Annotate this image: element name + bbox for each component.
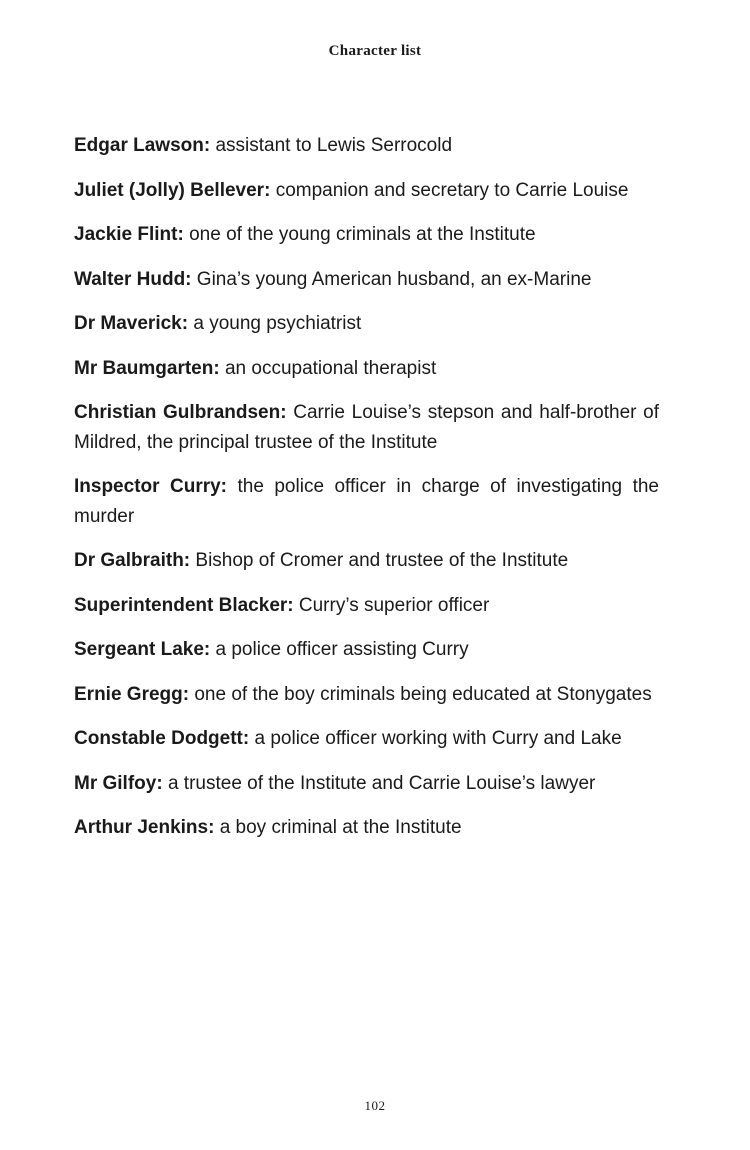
character-entry xyxy=(74,680,659,710)
character-name: Superintendent Blacker: xyxy=(74,594,294,616)
character-entry xyxy=(74,635,659,665)
character-list xyxy=(74,131,659,858)
character-name: Sergeant Lake: xyxy=(74,639,211,660)
character-name: Mr Baumgarten: xyxy=(74,357,220,379)
character-description: assistant to Lewis Serrocold xyxy=(215,135,453,156)
character-entry xyxy=(74,176,659,206)
character-name: Dr Galbraith: xyxy=(74,550,191,571)
character-name: Inspector Curry: xyxy=(74,476,227,497)
character-entry xyxy=(74,309,659,339)
character-name: Arthur Jenkins: xyxy=(74,817,215,838)
character-name: Edgar Lawson: xyxy=(74,135,211,156)
character-entry xyxy=(74,591,659,621)
character-description: one of the boy criminals being educated at Stonygates xyxy=(194,683,652,705)
character-description: Carrie Louise’s stepson and half-brother of Mildred, the principal trustee of the Institute xyxy=(74,402,660,453)
character-entry xyxy=(74,131,659,161)
character-description: Gina’s young American husband, an ex-Marine xyxy=(196,268,592,290)
page-title: Character list xyxy=(328,43,422,59)
character-description: Bishop of Cromer and trustee of the Institute xyxy=(195,550,569,571)
character-name: Walter Hudd: xyxy=(74,268,192,290)
character-name: Mr Gilfoy: xyxy=(74,772,163,794)
character-name: Constable Dodgett: xyxy=(74,728,250,749)
character-name: Juliet (Jolly) Bellever: xyxy=(74,179,271,201)
character-name: Jackie Flint: xyxy=(74,224,184,245)
character-entry xyxy=(74,472,659,531)
character-entry xyxy=(74,724,659,754)
page-number: 102 xyxy=(364,1098,386,1113)
character-description: one of the young criminals at the Institute xyxy=(189,224,536,245)
character-name: Dr Maverick: xyxy=(74,313,189,334)
character-description: a police officer assisting Curry xyxy=(215,639,469,660)
character-description: Curry’s superior officer xyxy=(298,594,490,616)
character-description: a trustee of the Institute and Carrie Louise’s lawyer xyxy=(167,772,596,794)
character-entry xyxy=(74,813,659,843)
character-description: companion and secretary to Carrie Louise xyxy=(275,179,629,201)
character-entry xyxy=(74,546,659,576)
character-entry xyxy=(74,220,659,250)
character-entry xyxy=(74,265,659,295)
character-description: an occupational therapist xyxy=(224,357,437,379)
character-name: Christian Gulbrandsen: xyxy=(74,402,287,423)
character-name: Ernie Gregg: xyxy=(74,683,190,705)
character-description: a boy criminal at the Institute xyxy=(219,817,462,838)
character-entry xyxy=(74,398,659,457)
character-entry xyxy=(74,769,659,799)
character-description: a police officer working with Curry and Lake xyxy=(254,728,622,749)
character-description: the police officer in charge of investigating the murder xyxy=(74,476,660,527)
character-entry xyxy=(74,354,659,384)
character-description: a young psychiatrist xyxy=(193,313,362,334)
